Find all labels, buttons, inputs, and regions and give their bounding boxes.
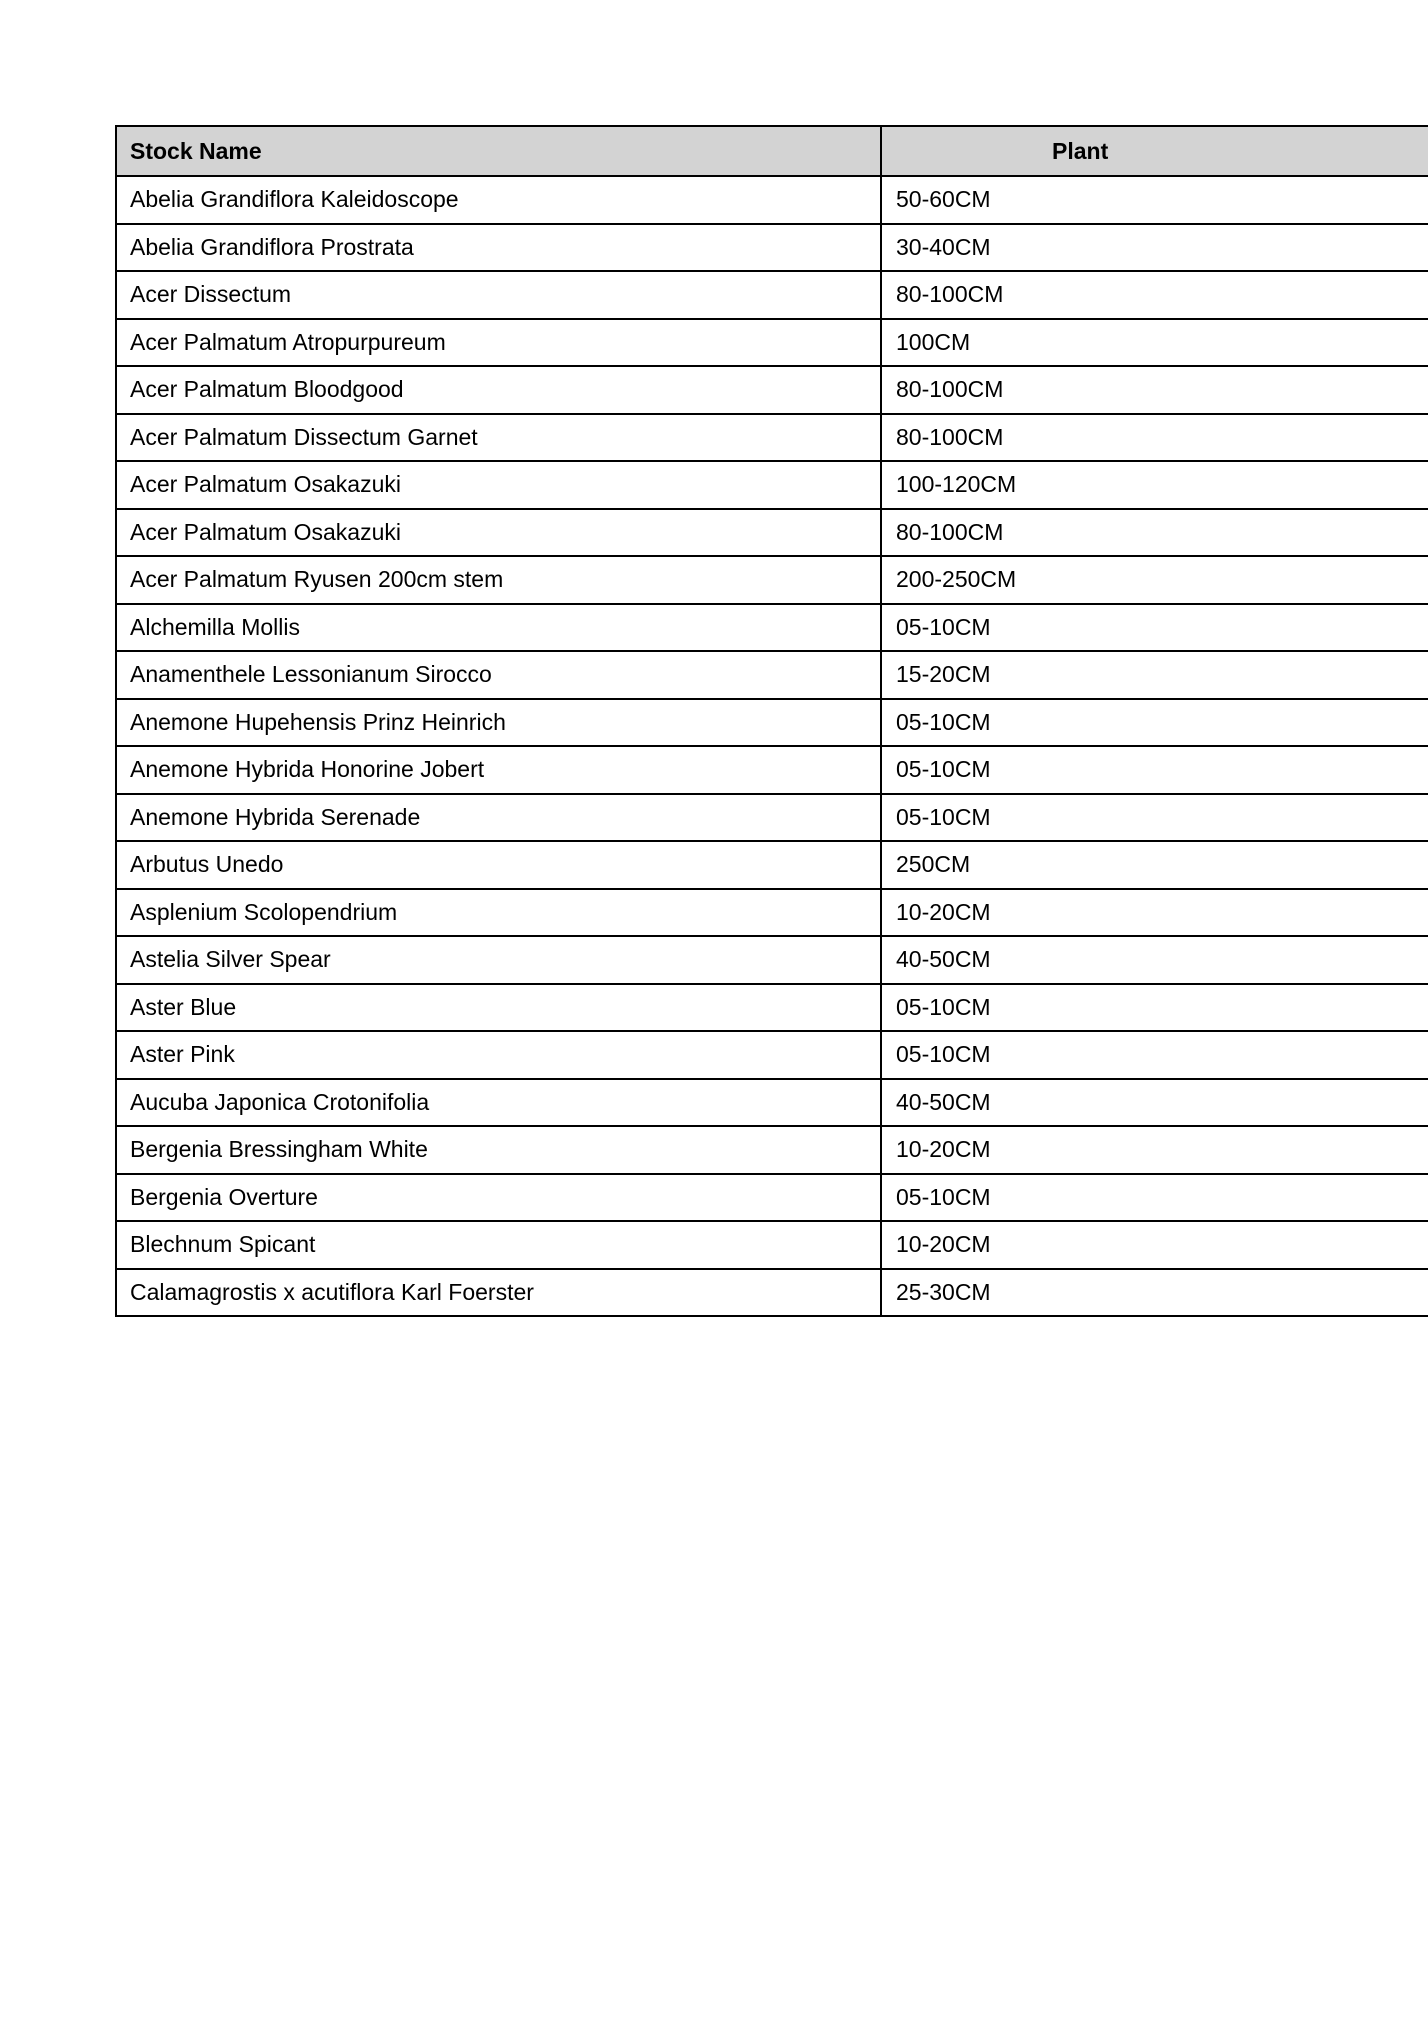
table-row [116, 984, 1428, 1032]
stock-name-cell: Bergenia Bressingham White [116, 1126, 881, 1174]
stock-name-cell: Blechnum Spicant [116, 1221, 881, 1269]
table-row [116, 319, 1428, 367]
plant-height-cell: 15-20CM [881, 651, 1428, 699]
plant-height-cell: 100-120CM [881, 461, 1428, 509]
plant-height-cell: 250CM [881, 841, 1428, 889]
table-row [116, 1031, 1428, 1079]
stock-name-cell: Acer Palmatum Bloodgood [116, 366, 881, 414]
plant-height-cell: 05-10CM [881, 746, 1428, 794]
table-row [116, 1269, 1428, 1317]
plant-height-cell: 40-50CM [881, 936, 1428, 984]
stock-name-cell: Anemone Hybrida Honorine Jobert [116, 746, 881, 794]
plant-height-cell: 05-10CM [881, 794, 1428, 842]
table-row [116, 1079, 1428, 1127]
stock-name-cell: Alchemilla Mollis [116, 604, 881, 652]
stock-name-cell: Asplenium Scolopendrium [116, 889, 881, 937]
header-row [116, 126, 1428, 176]
plant-height-cell: 05-10CM [881, 699, 1428, 747]
plant-height-cell: 80-100CM [881, 509, 1428, 557]
stock-table-body [116, 176, 1428, 1316]
table-row [116, 651, 1428, 699]
stock-table-container [115, 125, 1428, 1317]
table-row [116, 1221, 1428, 1269]
table-row [116, 794, 1428, 842]
plant-height-cell: 40-50CM [881, 1079, 1428, 1127]
plant-height-cell: 100CM [881, 319, 1428, 367]
table-row [116, 746, 1428, 794]
stock-name-cell: Acer Palmatum Osakazuki [116, 461, 881, 509]
plant-height-cell: 05-10CM [881, 604, 1428, 652]
table-row [116, 556, 1428, 604]
plant-height-cell: 200-250CM [881, 556, 1428, 604]
plant-height-cell: 30-40CM [881, 224, 1428, 272]
stock-name-cell: Bergenia Overture [116, 1174, 881, 1222]
plant-height-cell: 10-20CM [881, 889, 1428, 937]
table-row [116, 509, 1428, 557]
stock-name-cell: Astelia Silver Spear [116, 936, 881, 984]
table-row [116, 271, 1428, 319]
table-row [116, 414, 1428, 462]
table-row [116, 936, 1428, 984]
plant-height-cell: 25-30CM [881, 1269, 1428, 1317]
stock-name-cell: Aucuba Japonica Crotonifolia [116, 1079, 881, 1127]
stock-name-cell: Aster Blue [116, 984, 881, 1032]
stock-table-header [116, 126, 1428, 176]
plant-height-cell: 05-10CM [881, 1031, 1428, 1079]
plant-height-cell: 10-20CM [881, 1221, 1428, 1269]
stock-name-cell: Abelia Grandiflora Kaleidoscope [116, 176, 881, 224]
table-row [116, 841, 1428, 889]
header-plant-height: Plant [881, 126, 1428, 176]
stock-name-cell: Acer Dissectum [116, 271, 881, 319]
table-row [116, 1126, 1428, 1174]
table-row [116, 889, 1428, 937]
plant-height-cell: 05-10CM [881, 1174, 1428, 1222]
plant-height-cell: 80-100CM [881, 271, 1428, 319]
stock-name-cell: Acer Palmatum Atropurpureum [116, 319, 881, 367]
table-row [116, 366, 1428, 414]
plant-height-cell: 80-100CM [881, 366, 1428, 414]
plant-height-cell: 05-10CM [881, 984, 1428, 1032]
stock-table [115, 125, 1428, 1317]
stock-name-cell: Anemone Hybrida Serenade [116, 794, 881, 842]
table-row [116, 176, 1428, 224]
table-row [116, 604, 1428, 652]
stock-name-cell: Anamenthele Lessonianum Sirocco [116, 651, 881, 699]
plant-height-cell: 50-60CM [881, 176, 1428, 224]
stock-name-cell: Anemone Hupehensis Prinz Heinrich [116, 699, 881, 747]
table-row [116, 1174, 1428, 1222]
header-stock-name: Stock Name [116, 126, 881, 176]
stock-name-cell: Calamagrostis x acutiflora Karl Foerster [116, 1269, 881, 1317]
stock-name-cell: Acer Palmatum Ryusen 200cm stem [116, 556, 881, 604]
plant-height-cell: 10-20CM [881, 1126, 1428, 1174]
stock-name-cell: Abelia Grandiflora Prostrata [116, 224, 881, 272]
table-row [116, 224, 1428, 272]
table-row [116, 461, 1428, 509]
plant-height-cell: 80-100CM [881, 414, 1428, 462]
table-row [116, 699, 1428, 747]
stock-name-cell: Aster Pink [116, 1031, 881, 1079]
stock-name-cell: Acer Palmatum Dissectum Garnet [116, 414, 881, 462]
stock-name-cell: Acer Palmatum Osakazuki [116, 509, 881, 557]
stock-name-cell: Arbutus Unedo [116, 841, 881, 889]
